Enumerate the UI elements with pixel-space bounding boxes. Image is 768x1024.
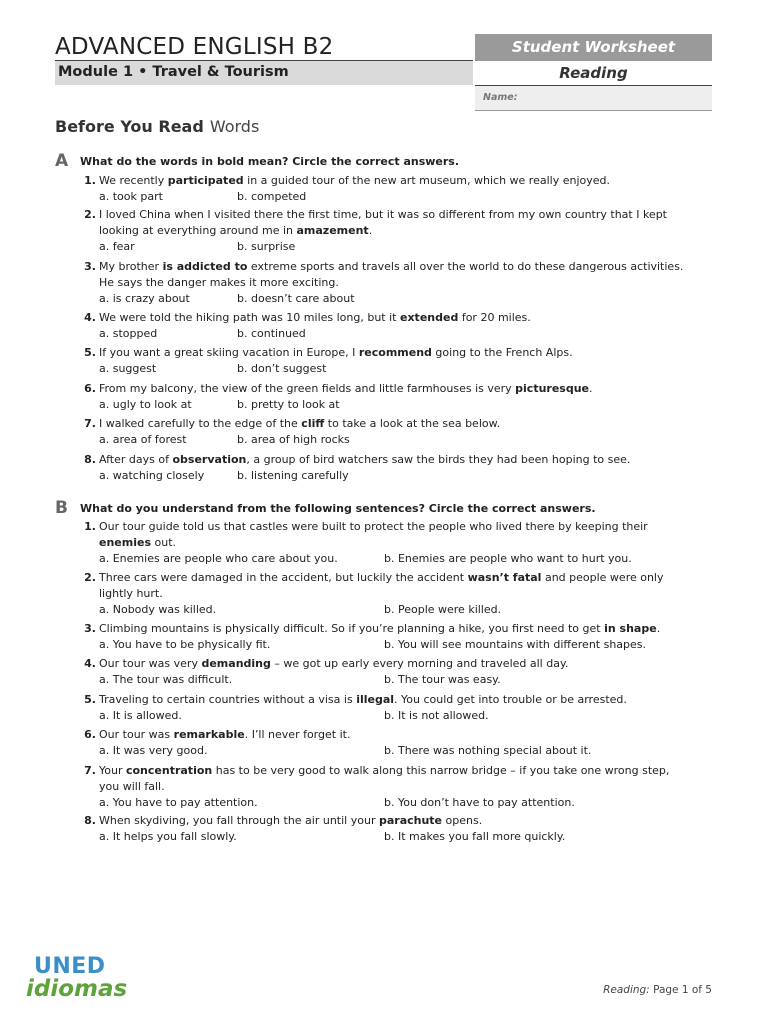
question-text: Three cars were damaged in the accident, but luckily the accident wasn’t fatal and people were only lightly hurt. [99,571,664,600]
question-number: 4. [84,657,96,670]
answer-option-b[interactable]: b. surprise [237,240,296,253]
answer-option-b[interactable]: b. doesn’t care about [237,292,355,305]
question-number: 8. [84,453,96,466]
worksheet-title [55,34,473,61]
question-number: 1. [84,520,96,533]
question-text: After days of observation, a group of bird watchers saw the birds they had been hoping to see. [99,453,631,466]
key-word: picturesque [515,382,590,395]
question-text: When skydiving, you fall through the air until your parachute opens. [99,814,483,827]
answer-option-b[interactable]: b. Enemies are people who want to hurt you. [384,552,632,565]
answer-option-b[interactable]: b. pretty to look at [237,398,340,411]
key-word: amazement [296,224,369,237]
answer-option-b[interactable]: b. There was nothing special about it. [384,744,592,757]
answer-option-a[interactable]: a. It was very good. [99,744,208,757]
answer-option-b[interactable]: b. area of high rocks [237,433,350,446]
part-b-instruction: What do you understand from the following sentences? Circle the correct answers. [80,502,596,515]
question-text: Your concentration has to be very good to walk along this narrow bridge – if you take one wrong step, you will fall. [99,764,670,793]
question-text: I walked carefully to the edge of the cliff to take a look at the sea below. [99,417,501,430]
question-number: 7. [84,417,96,430]
key-word: wasn’t fatal [467,571,542,584]
answer-option-a[interactable]: a. stopped [99,327,158,340]
question-text: Our tour was remarkable. I’ll never forget it. [99,728,351,741]
question-text: Traveling to certain countries without a visa is illegal. You could get into trouble or be arrested. [99,693,627,706]
key-word: cliff [301,417,325,430]
answer-option-a[interactable]: a. It is allowed. [99,709,182,722]
name-field[interactable] [475,86,712,111]
answer-option-b[interactable]: b. competed [237,190,307,203]
page-number: Page 1 of 5 [653,984,712,996]
footer-label: Reading: [603,984,650,996]
key-word: observation [172,453,247,466]
part-a-letter: A [55,151,69,171]
answer-option-b[interactable]: b. listening carefully [237,469,349,482]
answer-option-a[interactable]: a. You have to pay attention. [99,796,258,809]
question-number: 7. [84,764,96,777]
answer-option-b[interactable]: b. It makes you fall more quickly. [384,830,566,843]
answer-option-b[interactable]: b. It is not allowed. [384,709,489,722]
key-word: demanding [201,657,271,670]
title-level: ENGLISH B2 [192,34,334,60]
answer-option-a[interactable]: a. fear [99,240,135,253]
question-number: 5. [84,346,96,359]
answer-option-b[interactable]: b. People were killed. [384,603,502,616]
question-number: 6. [84,382,96,395]
answer-option-b[interactable]: b. You don’t have to pay attention. [384,796,575,809]
question-text: My brother is addicted to extreme sports and travels all over the world to do these dangerous activities. He says the danger makes it more exciting. [99,260,684,289]
question-text: If you want a great skiing vacation in Europe, I recommend going to the French Alps. [99,346,573,359]
question-text: I loved China when I visited there the first time, but it was so different from my own country that I kept looking at everything around me in amazement. [99,208,667,237]
answer-option-b[interactable]: b. continued [237,327,306,340]
key-word: illegal [356,693,395,706]
section-heading: Before You Read [55,117,204,136]
idiomas-logo: idiomas [26,976,128,1002]
part-a-instruction: What do the words in bold mean? Circle the correct answers. [80,155,460,168]
answer-option-a[interactable]: a. watching closely [99,469,205,482]
key-word: concentration [125,764,213,777]
name-label: Name: [483,92,518,103]
key-word: remarkable [173,728,245,741]
answer-option-a[interactable]: a. Nobody was killed. [99,603,217,616]
answer-option-a[interactable]: a. You have to be physically fit. [99,638,271,651]
answer-option-a[interactable]: a. The tour was difficult. [99,673,233,686]
key-word: enemies [99,536,151,549]
question-text: We recently participated in a guided tour of the new art museum, which we really enjoyed. [99,174,610,187]
answer-option-b[interactable]: b. You will see mountains with different shapes. [384,638,647,651]
question-number: 3. [84,260,96,273]
module-label: Module 1 • Travel & Tourism [58,64,289,80]
key-word: participated [167,174,244,187]
key-word: parachute [378,814,443,827]
question-number: 4. [84,311,96,324]
question-number: 6. [84,728,96,741]
uned-logo: UNED [34,954,106,979]
page-footer [560,984,712,996]
title-advanced: ADVANCED [55,34,186,60]
answer-option-a[interactable]: a. took part [99,190,163,203]
section-title [55,117,259,136]
student-worksheet-label: Student Worksheet [475,34,712,61]
key-word: is addicted to [162,260,248,273]
question-number: 1. [84,174,96,187]
question-text: From my balcony, the view of the green fields and little farmhouses is very picturesque. [99,382,593,395]
answer-option-b[interactable]: b. don’t suggest [237,362,327,375]
module-bar [55,61,473,85]
question-text: Our tour was very demanding – we got up early every morning and traveled all day. [99,657,569,670]
question-number: 2. [84,208,96,221]
key-word: in shape [604,622,657,635]
key-word: extended [400,311,459,324]
answer-option-a[interactable]: a. ugly to look at [99,398,192,411]
section-subheading: Words [209,117,260,136]
question-number: 3. [84,622,96,635]
answer-option-a[interactable]: a. It helps you fall slowly. [99,830,237,843]
answer-option-a[interactable]: a. suggest [99,362,157,375]
question-number: 8. [84,814,96,827]
answer-option-b[interactable]: b. The tour was easy. [384,673,501,686]
question-number: 5. [84,693,96,706]
answer-option-a[interactable]: a. is crazy about [99,292,190,305]
key-word: recommend [358,346,432,359]
question-text: Climbing mountains is physically difficult. So if you’re planning a hike, you first need to get in shape. [99,622,661,635]
part-b-letter: B [55,498,68,518]
answer-option-a[interactable]: a. Enemies are people who care about you. [99,552,338,565]
skill-label: Reading [475,61,712,86]
question-text: We were told the hiking path was 10 miles long, but it extended for 20 miles. [99,311,531,324]
question-text: Our tour guide told us that castles were built to protect the people who lived there by keeping their enemies out. [99,520,648,549]
answer-option-a[interactable]: a. area of forest [99,433,187,446]
question-number: 2. [84,571,96,584]
